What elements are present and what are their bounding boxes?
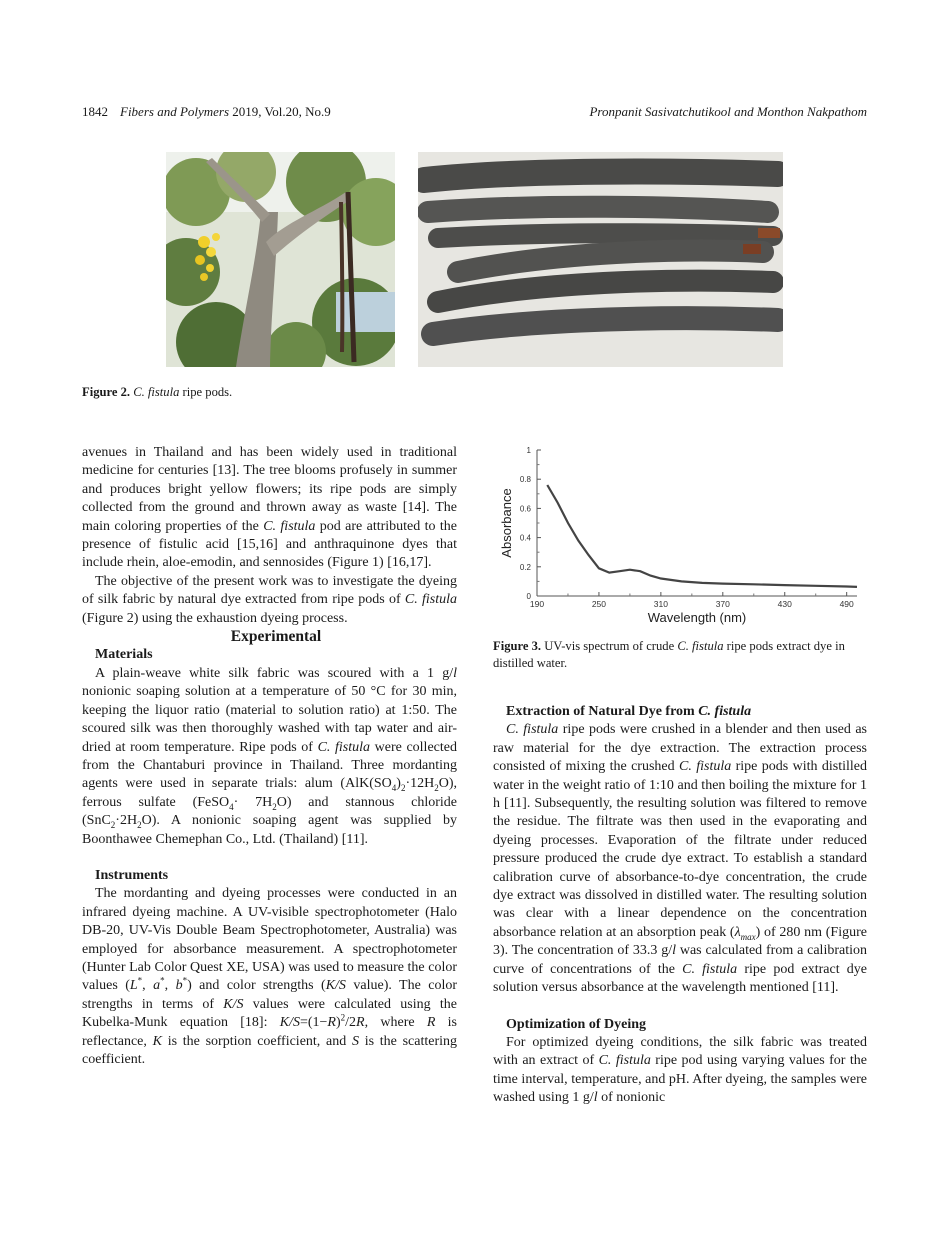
materials-text-c: were collected from the Chantaburi province in Thailand. Three mordanting agents were used in separate trials: alum (AlK(SO (82, 739, 457, 792)
instruments-text-f: ) (335, 1015, 341, 1031)
extraction-text-c: ) of 280 nm (Figure 3). The concentration of 33.3 g/ (493, 924, 867, 959)
extraction-paragraph (493, 721, 867, 997)
instruments-ks-2: K/S (223, 996, 244, 1012)
spacer (493, 998, 867, 1016)
chart-x-axis-label: Wavelength (nm) (647, 610, 747, 625)
running-head-left (82, 104, 331, 122)
chart-x-tick-label: 310 (653, 599, 668, 609)
chart-x-tick-label: 370 (715, 599, 730, 609)
instruments-text-c: value). The color strengths in terms of (82, 978, 458, 1012)
optimization-paragraph (493, 1034, 867, 1108)
journal-citation: 2019, Vol.20, No.9 (229, 104, 331, 119)
figure3-caption (493, 638, 867, 672)
extraction-text-d: was calculated from a calibration curve of concentrations of the (493, 943, 867, 977)
instruments-R-3: R (426, 1015, 436, 1031)
objective-species: C. fistula (404, 592, 457, 608)
materials-text-b: nonionic soaping solution at a temperature of 50 °C for 30 min, keeping the liquor ratio (material to solution ratio) at 1:50. The scoured silk was then thoroughly washed with tap water and air-dried at room temperature. Ripe pods of (82, 684, 457, 755)
subheading-materials: Materials (95, 647, 153, 663)
objective-text-b: (Figure 2) using the exhaustion dyeing process. (82, 610, 348, 626)
intro-paragraph (82, 444, 457, 573)
chart-y-axis-label: Absorbance (499, 488, 514, 558)
extraction-max: max (740, 931, 756, 942)
chart-y-tick-label: 0.8 (519, 475, 531, 485)
figure3-label: Figure 3. (493, 639, 542, 653)
extraction-species-2: C. fistula (679, 759, 732, 775)
figure2-caption (82, 384, 232, 401)
instruments-paragraph: The mordanting and dyeing processes were conducted in an infrared dyeing machine. A UV-visible spectrophotometer (Halo DB-20, UV-Vis Double Beam Spectrophotometer, Australia) was employed for absorbance measurement. A spectrophotometer (Hunter Lab Color Quest XE, USA) was used to measure the color values (L*, a*, b*) and color strengths (K/S value). The color strengths in terms of K/S values were calculated using the Kubelka-Munk equation [18]: $K/S=(1-R)^2/2R$, where R is reflectance, K is the sorption coefficient, and S is the scattering coefficient. (82, 886, 458, 1067)
figure2-label: Figure 2. (82, 385, 131, 399)
instruments-eq-ks: K/S (279, 1015, 300, 1031)
optimization-text-a: For optimized dyeing conditions, the silk fabric was treated with an extract of (493, 1034, 867, 1069)
instruments-text-j: is the sorption coefficient, and (161, 1033, 352, 1049)
figure3-caption-text-b: ripe pods extract dye in distilled water. (493, 639, 845, 670)
extraction-lambda: λ (734, 924, 741, 940)
intro-text-a: avenues in Thailand and has been widely used in traditional medicine for centuries [13]. The tree blooms profusely in summer and produces bright yellow flowers; its ripe pods are simply collected from the ground and thrown away as waste [14]. The main coloring properties of the (82, 445, 457, 534)
objective-paragraph (82, 573, 457, 628)
figure2-pods-photo (418, 152, 783, 367)
page-number: 1842 (82, 104, 108, 119)
instruments-text-b: ) and color strengths ( (187, 978, 326, 994)
instruments-a: a (153, 978, 161, 994)
intro-species: C. fistula (263, 518, 316, 534)
materials-text-f: O), ferrous sulfate (FeSO (82, 776, 457, 810)
instruments-sup-2: 2 (340, 1012, 346, 1023)
optimization-text-b: ripe pod using varying values for the time interval, temperature, and pH. After dyeing, the samples were washed using 1 g/ (493, 1053, 867, 1106)
subheading-extraction (493, 703, 867, 721)
materials-text-d: ) (396, 776, 401, 792)
running-head (82, 104, 867, 122)
extraction-text-b: ripe pods with distilled water in the weight ratio of 1:10 and then boiling the mixture for 1 h [11]. Subsequently, the resulting solution was filtered to remove the residue. The filtrate was then used in the evaporating and dyeing processes. Evaporation of the filtrate under reduced pressure produced the crude dye extract. To establish a standard calibration curve of absorbance-to-dye concentration, the crude dye extract was dissolved in distilled water. The resulting solution was clear with a linear dependence on the concentration absorbance relation at an absorption peak ( (493, 759, 867, 940)
instruments-star-3: * (182, 975, 188, 986)
instruments-R-1: R (327, 1015, 336, 1031)
instruments-star-2: * (160, 975, 165, 986)
figure2-caption-text: ripe pods. (179, 385, 233, 399)
chart-y-tick-label: 0.4 (519, 533, 531, 543)
section-title-experimental: Experimental (230, 628, 322, 646)
left-column (82, 444, 457, 1069)
subheading-optimization: Optimization of Dyeing (506, 1016, 646, 1032)
materials-sub-2c: 2 (272, 801, 277, 812)
instruments-text-k: is the scattering coefficient. (82, 1033, 458, 1067)
materials-text-i: ·2H (115, 813, 138, 829)
objective-text-a: The objective of the present work was to investigate the dyeing of silk fabric by natural dye extracted from ripe pods of (82, 573, 457, 608)
running-head-authors: Pronpanit Sasivatchutikool and Monthon Nakpathom (589, 104, 867, 119)
instruments-text-i: is reflectance, (82, 1015, 457, 1049)
materials-sub-2e: 2 (137, 819, 142, 830)
materials-text-h: O) and stannous chloride (SnC (82, 794, 457, 829)
pods-photo-drawing (418, 152, 783, 367)
spacer (82, 849, 457, 867)
chart-y-tick-label: 0.2 (519, 562, 531, 572)
figure3-uv-vis-chart (497, 440, 867, 630)
subheading-instruments: Instruments (95, 867, 169, 883)
materials-unit-l: l (453, 665, 457, 681)
figure2-caption-species: C. fistula (133, 385, 180, 399)
instruments-star-1: * (137, 975, 143, 986)
instruments-S: S (351, 1033, 359, 1049)
materials-sub-2a: 2 (400, 783, 406, 794)
instruments-text-e: =(1− (299, 1015, 328, 1031)
materials-species: C. fistula (317, 739, 371, 755)
instruments-K: K (152, 1033, 162, 1049)
extraction-text-a: ripe pods were crushed in a blender and then used as raw material for the dye extraction. The extraction process consisted of mixing the crushed (493, 722, 867, 775)
chart-x-tick-label: 490 (839, 599, 854, 609)
extraction-species-3: C. fistula (682, 961, 738, 977)
intro-text-b: pod are attributed to the presence of fistulic acid [15,16] and anthraquinone dyes that include rhein, aloe-emodin, and sennosides (Figure 1) [16,17]. (82, 518, 457, 571)
optimization-species: C. fistula (598, 1053, 651, 1069)
materials-text-a: A plain-weave white silk fabric was scoured with a 1 g/ (95, 665, 454, 681)
materials-text-e: ·12H (405, 776, 435, 792)
tree-photo-drawing (166, 152, 395, 367)
figure3-caption-species: C. fistula (677, 639, 724, 653)
absorbance-series-line (547, 485, 857, 587)
journal-name: Fibers and Polymers (120, 104, 230, 119)
materials-sub-4b: 4 (229, 801, 234, 812)
instruments-text-d: values were calculated using the Kubelka-Munk equation [18]: (82, 996, 457, 1031)
chart-y-tick-label: 0.6 (519, 504, 531, 514)
materials-sub-2d: 2 (110, 819, 116, 830)
instruments-ks-1: K/S (325, 978, 346, 994)
figure3-caption-text-a: UV-vis spectrum of crude (541, 639, 678, 653)
optimization-unit-l: l (593, 1090, 598, 1106)
figure2-tree-photo (166, 152, 395, 367)
instruments-text-h: , where (364, 1015, 427, 1031)
extraction-unit-l: l (672, 943, 676, 959)
optimization-text-c: of nonionic (597, 1090, 666, 1106)
materials-sub-2b: 2 (434, 783, 439, 794)
extraction-head-species: C. fistula (698, 704, 752, 719)
chart-y-tick-label: 1 (526, 446, 531, 455)
materials-paragraph (82, 665, 457, 849)
chart-x-tick-label: 430 (777, 599, 792, 609)
chart-x-tick-label: 190 (529, 599, 545, 609)
chart-x-tick-label: 250 (591, 599, 607, 609)
chart-y-tick-label: 0 (526, 592, 531, 601)
materials-text-j: O). A nonionic soaping agent was supplied by Boonthawee Chemephan Co., Ltd. (Thailand) [11]. (82, 813, 457, 847)
right-column (493, 703, 867, 1108)
materials-text-g: · 7H (233, 794, 273, 810)
instruments-b: b (175, 978, 183, 994)
materials-sub-4: 4 (391, 783, 397, 794)
extraction-head-text: Extraction of Natural Dye from (506, 704, 699, 719)
extraction-species-1: C. fistula (506, 722, 559, 738)
extraction-text-e: ripe pod extract dye solution versus absorbance at the wavelength mentioned [11]. (493, 961, 868, 996)
instruments-R-2: R (356, 1015, 365, 1031)
instruments-text-a: The mordanting and dyeing processes were conducted in an infrared dyeing machine. A UV-visible spectrophotometer (Halo DB-20, UV-Vis Double Beam Spectrophotometer, Australia) was employed for absorbance measurement. A spectrophotometer (Hunter Lab Color Quest XE, USA) was used to measure the color values ( (82, 886, 457, 994)
instruments-L: L (129, 978, 138, 994)
instruments-text-g: /2 (345, 1015, 357, 1031)
